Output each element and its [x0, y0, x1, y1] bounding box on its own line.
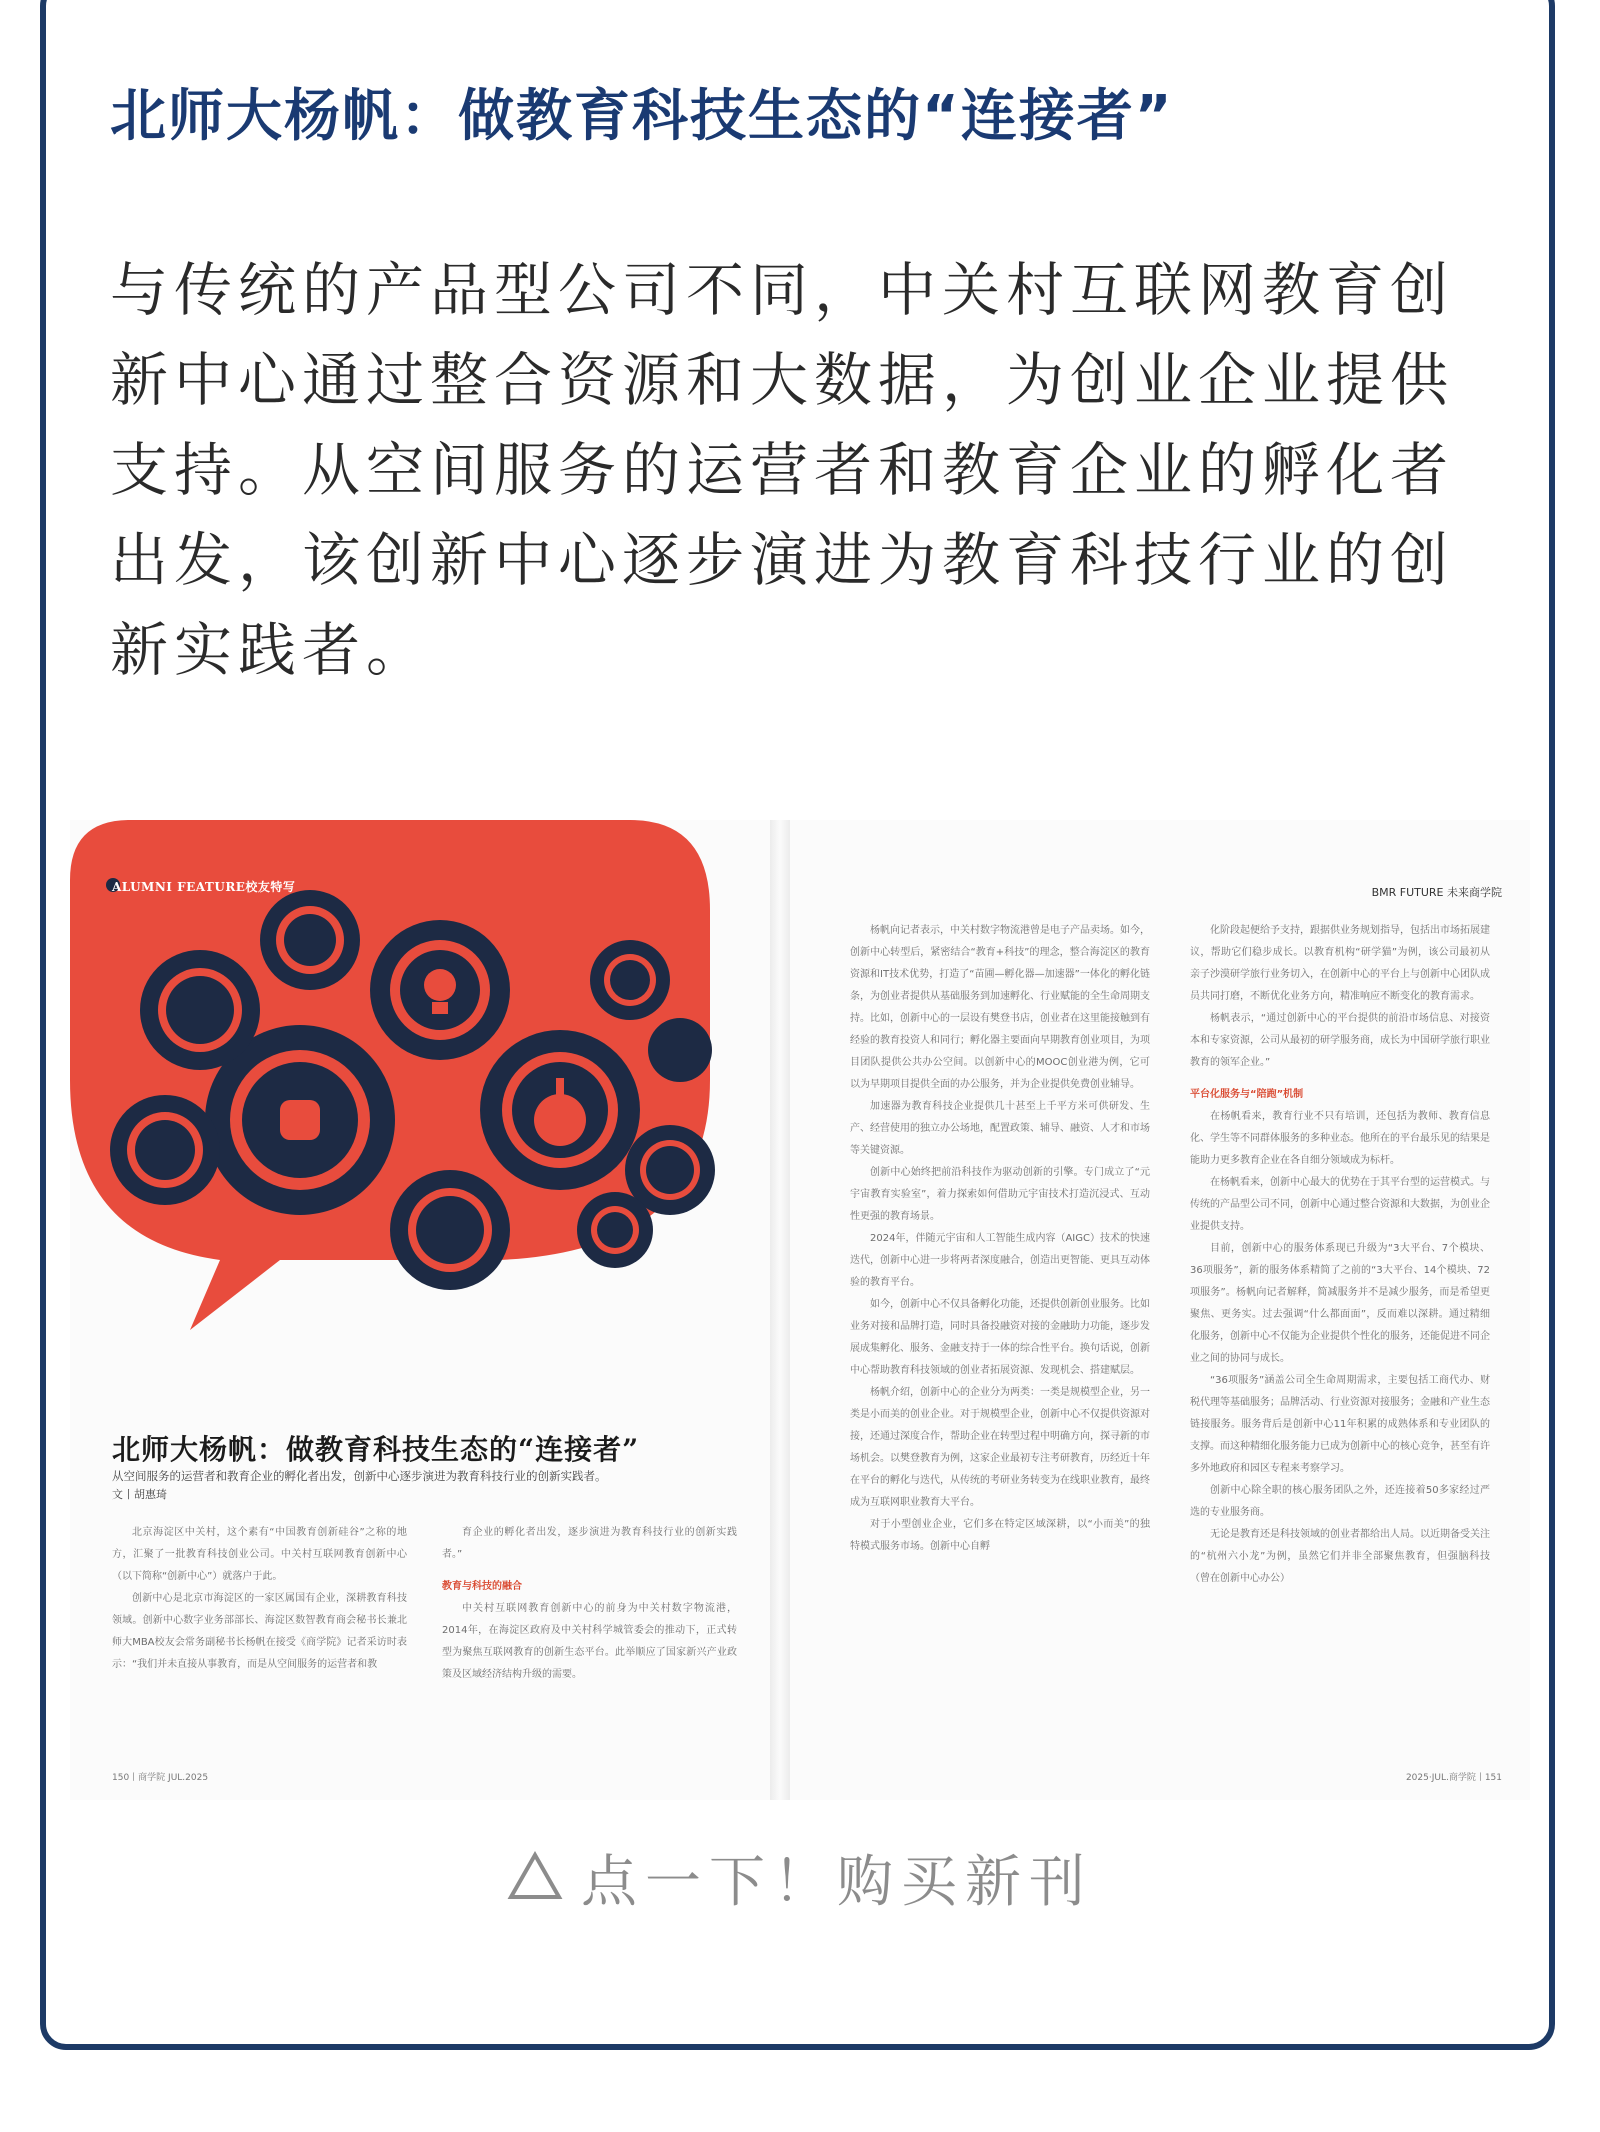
right-column-1 — [850, 920, 1150, 1558]
article-author: 文丨胡惠琦 — [112, 1488, 167, 1501]
paragraph: 目前，创新中心的服务体系现已升级为“3大平台、7个模块、36项服务”，新的服务体系精简了之前的“3大平台、14个模块、72项服务”。杨帆向记者解释，简减服务并不是减少服务，而是希望更聚焦、更务实。过去强调“什么都面面”，反而难以深耕。通过精细化服务，创新中心不仅能为企业提供个性化的服务，还能促进不同企业之间的协同与成长。 — [1190, 1243, 1490, 1364]
paragraph: 中关村互联网教育创新中心的前身为中关村数字物流港，2014年，在海淀区政府及中关村科学城管委会的推动下，正式转型为聚焦互联网教育的创新生态平台。此举顺应了国家新兴产业政策及区域经济结构升级的需要。 — [442, 1603, 737, 1680]
paragraph: 2024年，伴随元宇宙和人工智能生成内容（AIGC）技术的快速迭代，创新中心进一步将两者深度融合，创造出更智能、更具互动体验的教育平台。 — [850, 1233, 1150, 1288]
article-title: 北师大杨帆：做教育科技生态的“连接者” — [112, 1433, 640, 1466]
section-heading: 平台化服务与“陪跑”机制 — [1190, 1089, 1304, 1100]
paragraph: 无论是教育还是科技领域的创业者都给出人局。以近期备受关注的“杭州六小龙”为例，虽然它们并非全部聚焦教育，但强脑科技（曾在创新中心办公） — [1190, 1529, 1490, 1584]
paragraph: 创新中心除全职的核心服务团队之外，还连接着50多家经过严选的专业服务商。 — [1190, 1485, 1490, 1518]
magazine-brand: BMR FUTURE 未来商学院 — [1371, 886, 1502, 899]
left-column-1 — [112, 1522, 407, 1676]
paragraph: 在杨帆看来，创新中心最大的优势在于其平台型的运营模式。与传统的产品型公司不同，创新中心通过整合资源和大数据，为创业企业提供支持。 — [1190, 1177, 1490, 1232]
paragraph: 育企业的孵化者出发，逐步演进为教育科技行业的创新实践者。” — [442, 1527, 737, 1560]
folio-left: 150丨商学院 JUL.2025 — [112, 1773, 209, 1783]
paragraph: 化阶段起便给予支持，跟据供业务规划指导，包括出市场拓展建议，帮助它们稳步成长。以教育机构“研学猫”为例，该公司最初从亲子沙漠研学旅行业务切入，在创新中心的平台上与创新中心团队成员共同打磨，不断优化业务方向，精准响应不断变化的教育需求。 — [1190, 925, 1490, 1002]
page-title: 北师大杨帆：做教育科技生态的“连接者” — [110, 84, 1174, 149]
section-tag: ALUMNI FEATURE校友特写 — [112, 880, 296, 894]
buy-new-issue-link[interactable] — [0, 1838, 1600, 1918]
left-column-2 — [442, 1522, 737, 1686]
folio-right: 2025·JUL.商学院丨151 — [1405, 1773, 1502, 1783]
paragraph: 杨帆向记者表示，中关村数字物流港曾是电子产品卖场。如今，创新中心转型后，紧密结合“教育+科技”的理念，整合海淀区的教育资源和IT技术优势，打造了“苗圃—孵化器—加速器”一体化的孵化链条，为创业者提供从基础服务到加速孵化、行业赋能的全生命周期支持。比如，创新中心的一层设有樊登书店，创业者在这里能接触到有经验的教育投资人和同行；孵化器主要面向早期教育创业项目，为项目团队提供公共办公空间。以创新中心的MOOC创业港为例，它可以为早期项目提供全面的办公服务，并为企业提供免费创业辅导。 — [850, 925, 1150, 1090]
paragraph: “36项服务”涵盖公司全生命周期需求，主要包括工商代办、财税代理等基础服务；品牌活动、行业资源对接服务；金融和产业生态链接服务。服务背后是创新中心11年积累的成熟体系和专业团队的支撑。而这种精细化服务能力已成为创新中心的核心竞争，甚至有许多外地政府和园区专程来考察学习。 — [1190, 1375, 1490, 1474]
magazine-page-left — [70, 820, 770, 1800]
paragraph: 加速器为教育科技企业提供几十甚至上千平方米可供研发、生产、经营使用的独立办公场地，配置政策、辅导、融资、人才和市场等关键资源。 — [850, 1101, 1150, 1156]
article-subtitle: 从空间服务的运营者和教育企业的孵化者出发，创新中心逐步演进为教育科技行业的创新实践者。 — [112, 1469, 607, 1483]
magazine-spread-image[interactable] — [70, 820, 1530, 1800]
gear-bubble-illustration — [70, 820, 770, 1340]
right-column-2 — [1190, 920, 1490, 1590]
paragraph: 在杨帆看来，教育行业不只有培训，还包括为教师、教育信息化、学生等不同群体服务的多种业态。他所在的平台最乐见的结果是能助力更多教育企业在各自细分领域成为标杆。 — [1190, 1111, 1490, 1166]
magazine-page-right — [790, 820, 1530, 1800]
section-heading: 教育与科技的融合 — [442, 1581, 522, 1592]
paragraph: 创新中心是北京市海淀区的一家区属国有企业，深耕教育科技领域。创新中心数字业务部部长、海淀区数智教育商会秘书长兼北师大MBA校友会常务副秘书长杨帆在接受《商学院》记者采访时表示：“我们并未直接从事教育，而是从空间服务的运营者和教 — [112, 1593, 407, 1670]
spread-gutter — [770, 820, 790, 1800]
triangle-up-outline-icon — [507, 1850, 563, 1915]
cta-label: 点一下！购买新刊 — [581, 1850, 1093, 1915]
paragraph: 创新中心始终把前沿科技作为驱动创新的引擎。专门成立了“元宇宙教育实验室”，着力探索如何借助元宇宙技术打造沉浸式、互动性更强的教育场景。 — [850, 1167, 1150, 1222]
paragraph: 如今，创新中心不仅具备孵化功能，还提供创新创业服务。比如业务对接和品牌打造，同时具备投融资对接的金融助力功能，逐步发展成集孵化、服务、金融支持于一体的综合性平台。换句话说，创新中心帮助教育科技领域的创业者拓展资源、发现机会、搭建赋层。 — [850, 1299, 1150, 1376]
paragraph: 对于小型创业企业，它们多在特定区域深耕，以“小而美”的独特模式服务市场。创新中心自孵 — [850, 1519, 1150, 1552]
intro-paragraph: 与传统的产品型公司不同，中关村互联网教育创新中心通过整合资源和大数据，为创业企业提供支持。从空间服务的运营者和教育企业的孵化者出发，该创新中心逐步演进为教育科技行业的创新实践者。 — [110, 256, 1455, 684]
paragraph: 杨帆介绍，创新中心的企业分为两类：一类是规模型企业，另一类是小而美的创业企业。对于规模型企业，创新中心不仅提供资源对接，还通过深度合作，帮助企业在转型过程中明确方向，探寻新的市场机会。以樊登教育为例，这家企业最初专注考研教育，历经近十年在平台的孵化与迭代，从传统的考研业务转变为在线职业教育，最终成为互联网职业教育大平台。 — [850, 1387, 1150, 1508]
paragraph: 北京海淀区中关村，这个素有“中国教育创新硅谷”之称的地方，汇聚了一批教育科技创业公司。中关村互联网教育创新中心（以下简称“创新中心”）就落户于此。 — [112, 1527, 407, 1582]
paragraph: 杨帆表示，“通过创新中心的平台提供的前沿市场信息、对接资本和专家资源，公司从最初的研学服务商，成长为中国研学旅行职业教育的领军企业。” — [1190, 1013, 1490, 1068]
